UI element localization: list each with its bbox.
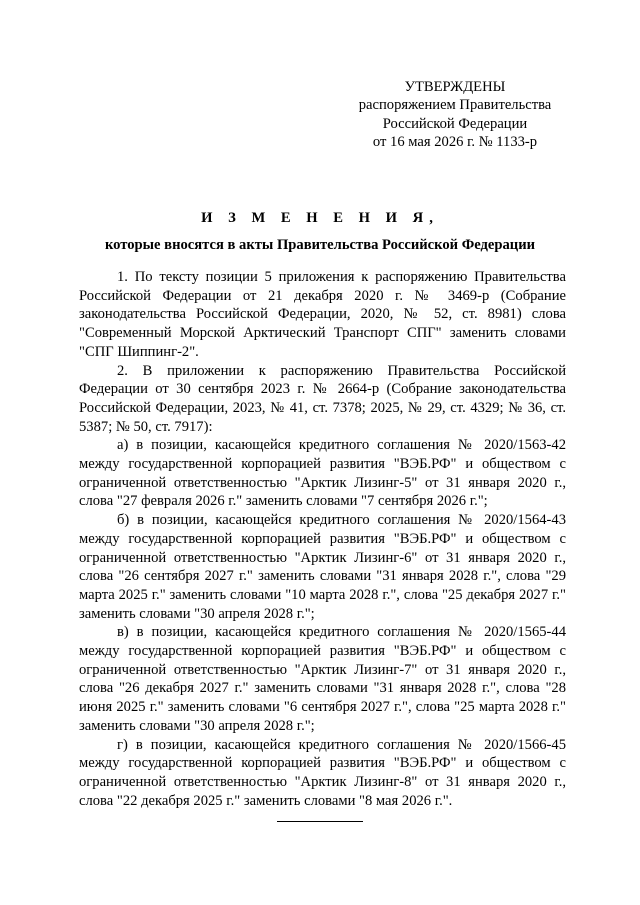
paragraph-2b: б) в позиции, касающейся кредитного соглашения № 2020/1564-43 между государственной корпорацией развития "ВЭБ.РФ" и обществом с ограниченной ответственностью "Арктик Лизинг-6" от 31 января 2020 г., слова "26 сентября 2027 г." заменить словами "31 января 2028 г.", слова "29 марта 2025 г." заменить словами "10 марта 2028 г.", слова "25 декабря 2027 г." заменить словами "30 апреля 2028 г.";: [79, 512, 566, 622]
approval-date-number: от 16 мая 2026 г. № 1133-р: [372, 134, 538, 151]
heading-subtitle: которые вносятся в акты Правительства Российской Федерации: [104, 237, 536, 253]
document-heading: [60, 208, 580, 255]
paragraph-2: 2. В приложении к распоряжению Правительства Российской Федерации от 30 сентября 2023 г. № 2664-р (Собрание законодательства Российской Федерации, 2023, № 41, ст. 7378; 2025, № 29, ст. 4329; № 36, ст. 5387; № 50, ст. 7917):: [79, 362, 566, 435]
closing-divider: [277, 821, 363, 822]
heading-title: И З М Е Н Е Н И Я,: [201, 210, 439, 226]
approval-title: УТВЕРЖДЕНЫ: [404, 79, 506, 95]
paragraph-2a: а) в позиции, касающейся кредитного соглашения № 2020/1563-42 между государственной корпорацией развития "ВЭБ.РФ" и обществом с ограниченной ответственностью "Арктик Лизинг-5" от 31 января 2020 г., слова "27 февраля 2026 г." заменить словами "7 сентября 2026 г.";: [79, 437, 566, 510]
document-body: [79, 268, 566, 810]
approval-authority: распоряжением Правительства: [358, 97, 552, 114]
paragraph-2g: г) в позиции, касающейся кредитного соглашения № 2020/1566-45 между государственной корпорацией развития "ВЭБ.РФ" и обществом с ограниченной ответственностью "Арктик Лизинг-8" от 31 января 2020 г., слова "22 декабря 2025 г." заменить словами "8 мая 2026 г.".: [79, 736, 566, 809]
paragraph-2v: в) в позиции, касающейся кредитного соглашения № 2020/1565-44 между государственной корпорацией развития "ВЭБ.РФ" и обществом с ограниченной ответственностью "Арктик Лизинг-7" от 31 января 2020 г., слова "26 декабря 2027 г." заменить словами "31 января 2028 г.", слова "28 июня 2025 г." заменить словами "6 сентября 2027 г.", слова "25 марта 2028 г." заменить словами "30 апреля 2028 г.";: [79, 624, 566, 734]
paragraph-1: 1. По тексту позиции 5 приложения к распоряжению Правительства Российской Федерации от 21 декабря 2020 г. № 3469-р (Собрание законодательства Российской Федерации, 2020, № 52, ст. 8981) слова "Современный Морской Арктический Транспорт СПГ" заменить словами "СПГ Шиппинг-2".: [79, 269, 566, 360]
approval-country: Российской Федерации: [382, 115, 528, 132]
approval-stamp: [330, 78, 580, 152]
